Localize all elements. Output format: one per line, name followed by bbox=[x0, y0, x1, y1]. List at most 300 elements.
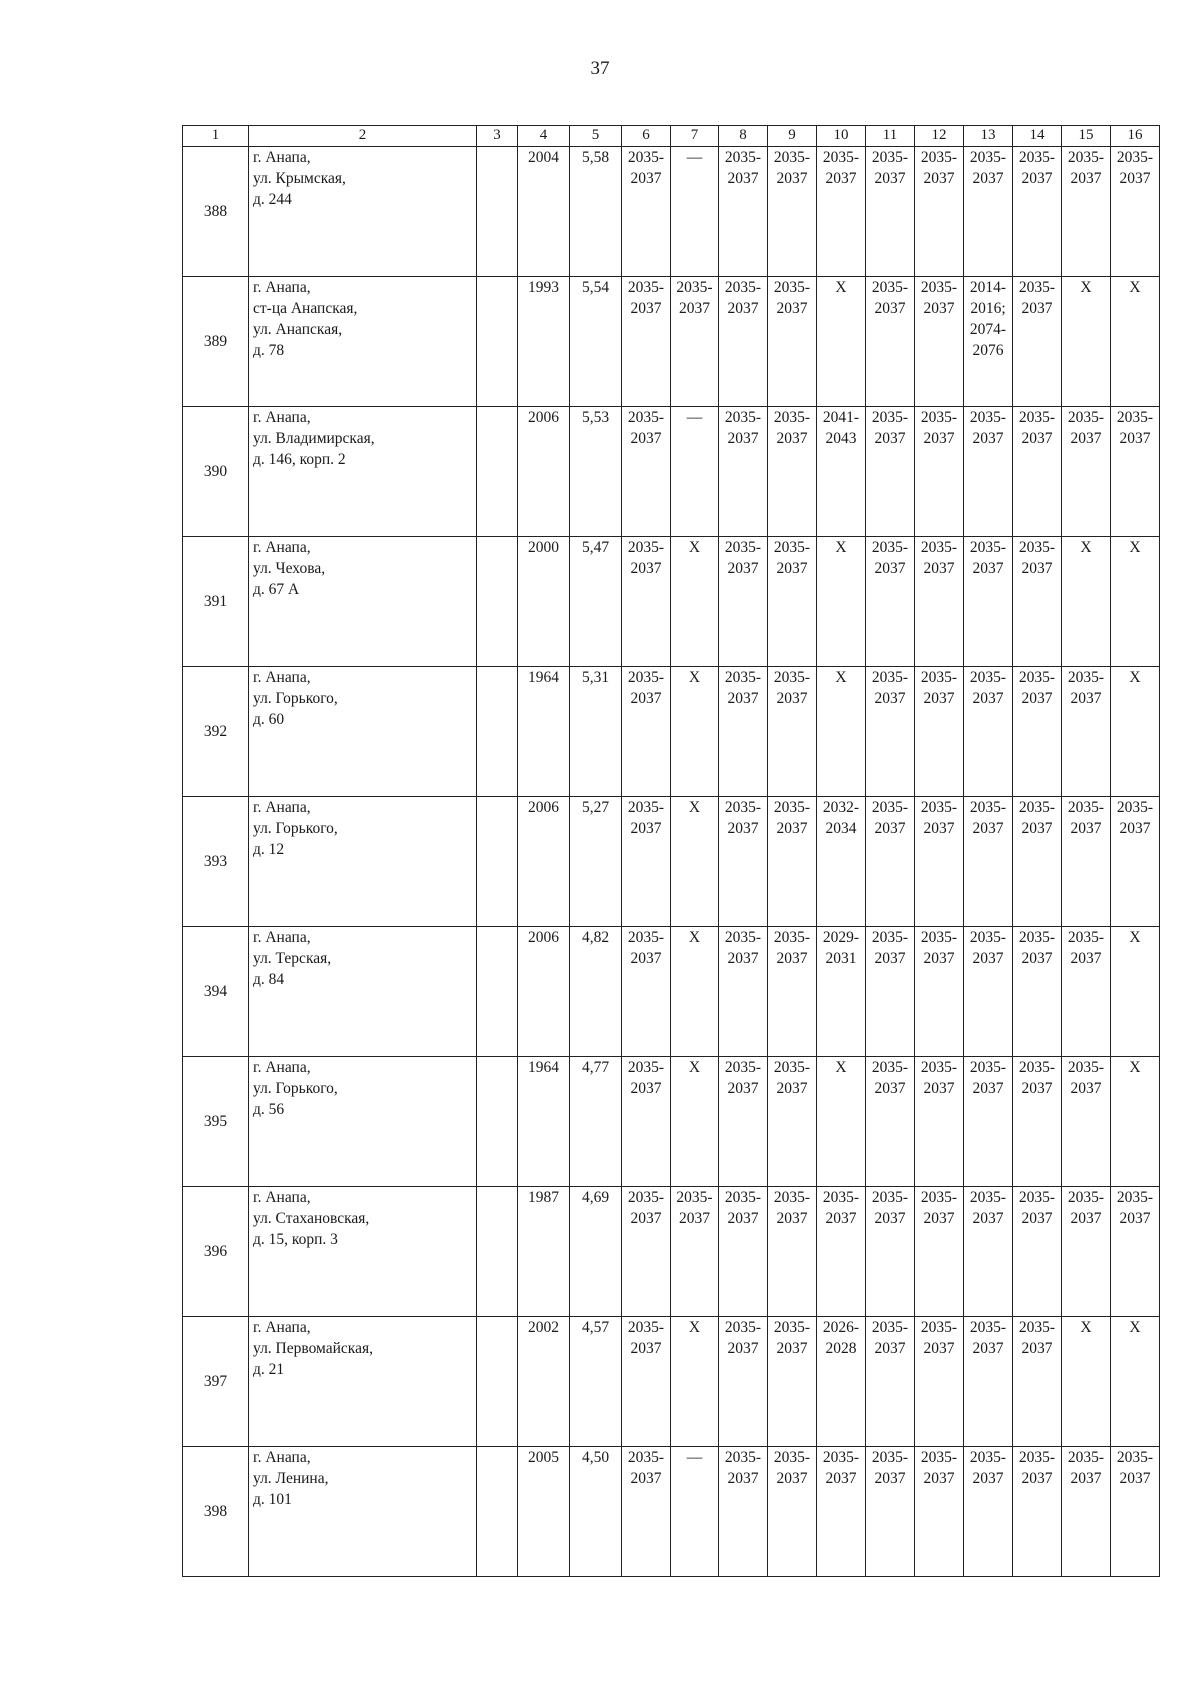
period-line: 2037 bbox=[630, 1340, 662, 1357]
period-line: Х bbox=[835, 539, 847, 556]
period-line: 2037 bbox=[825, 170, 857, 187]
period-cell bbox=[915, 407, 964, 537]
cell-c3 bbox=[477, 1057, 518, 1187]
address-line: д. 12 bbox=[253, 841, 285, 858]
table-row bbox=[183, 927, 1160, 1057]
period-cell bbox=[622, 927, 671, 1057]
address-cell bbox=[249, 1317, 477, 1447]
period-cell bbox=[1062, 1317, 1111, 1447]
address-line: ул. Горького, bbox=[253, 690, 338, 707]
period-line: 2037 bbox=[679, 1210, 710, 1227]
period-line: 2037 bbox=[923, 1340, 955, 1357]
period-line: Х bbox=[1129, 1059, 1141, 1076]
period-cell bbox=[1062, 537, 1111, 667]
period-line: 2035- bbox=[871, 1189, 909, 1206]
period-line: 2035- bbox=[627, 1059, 665, 1076]
period-line: 2035- bbox=[1018, 1059, 1056, 1076]
period-line: 2037 bbox=[1021, 820, 1053, 837]
cell-c4: 2006 bbox=[518, 407, 570, 537]
period-line: 2035- bbox=[871, 1319, 909, 1336]
period-line: 2035- bbox=[871, 669, 909, 686]
period-cell bbox=[719, 537, 768, 667]
period-line: 2035- bbox=[1018, 539, 1056, 556]
column-header: 10 bbox=[817, 126, 866, 147]
address-line: ул. Стахановская, bbox=[253, 1210, 370, 1227]
cell-c5: 4,57 bbox=[570, 1317, 622, 1447]
period-line: 2037 bbox=[727, 820, 759, 837]
period-line: 2035- bbox=[627, 1449, 665, 1466]
period-line: 2037 bbox=[727, 1470, 759, 1487]
period-cell bbox=[671, 667, 719, 797]
period-line: 2037 bbox=[1119, 820, 1151, 837]
period-line: 2028 bbox=[825, 1340, 857, 1357]
period-line: 2035- bbox=[871, 539, 909, 556]
period-line: 2035- bbox=[724, 799, 762, 816]
period-cell bbox=[1062, 927, 1111, 1057]
period-line: 2035- bbox=[724, 1189, 762, 1206]
period-line: 2035- bbox=[724, 1319, 762, 1336]
period-line: 2041- bbox=[822, 409, 860, 426]
period-line: 2035- bbox=[1018, 799, 1056, 816]
period-line: 2037 bbox=[1021, 1340, 1053, 1357]
period-cell bbox=[817, 1187, 866, 1317]
period-cell bbox=[1111, 537, 1160, 667]
period-line: 2035- bbox=[871, 149, 909, 166]
period-cell bbox=[719, 277, 768, 407]
period-line: 2074- bbox=[969, 321, 1007, 338]
period-line: 2037 bbox=[972, 560, 1004, 577]
period-line: 2035- bbox=[1067, 409, 1105, 426]
period-line: — bbox=[686, 149, 703, 166]
period-line: 2037 bbox=[630, 690, 662, 707]
address-line: д. 21 bbox=[253, 1361, 285, 1378]
period-line: 2037 bbox=[1021, 950, 1053, 967]
period-cell bbox=[915, 1057, 964, 1187]
cell-c4: 2004 bbox=[518, 147, 570, 277]
period-line: 2037 bbox=[923, 690, 955, 707]
cell-c5: 5,47 bbox=[570, 537, 622, 667]
table-row bbox=[183, 1447, 1160, 1577]
period-line: 2035- bbox=[627, 799, 665, 816]
period-line: 2037 bbox=[923, 170, 955, 187]
address-cell bbox=[249, 277, 477, 407]
period-line: Х bbox=[835, 669, 847, 686]
address-line: д. 78 bbox=[253, 342, 285, 359]
period-line: 2035- bbox=[773, 1449, 811, 1466]
period-line: 2035- bbox=[1116, 149, 1154, 166]
period-line: 2037 bbox=[1021, 560, 1053, 577]
cell-c5: 5,27 bbox=[570, 797, 622, 927]
period-cell bbox=[768, 277, 817, 407]
period-cell bbox=[1111, 277, 1160, 407]
period-cell bbox=[1062, 797, 1111, 927]
period-cell bbox=[768, 797, 817, 927]
period-line: 2035- bbox=[773, 1319, 811, 1336]
cell-c4: 2002 bbox=[518, 1317, 570, 1447]
period-cell bbox=[671, 407, 719, 537]
period-line: 2016; bbox=[970, 300, 1006, 317]
period-cell bbox=[817, 927, 866, 1057]
cell-c3 bbox=[477, 147, 518, 277]
period-cell bbox=[622, 797, 671, 927]
address-line: д. 101 bbox=[253, 1491, 292, 1508]
row-number: 392 bbox=[183, 667, 249, 797]
period-line: 2035- bbox=[822, 149, 860, 166]
period-line: 2037 bbox=[1070, 690, 1102, 707]
period-line: 2037 bbox=[972, 430, 1004, 447]
period-line: 2037 bbox=[1021, 430, 1053, 447]
period-line: 2035- bbox=[1018, 409, 1056, 426]
period-line: 2035- bbox=[724, 1059, 762, 1076]
period-line: 2037 bbox=[972, 690, 1004, 707]
row-number: 388 bbox=[183, 147, 249, 277]
row-number: 397 bbox=[183, 1317, 249, 1447]
period-line: 2037 bbox=[630, 560, 662, 577]
address-cell bbox=[249, 1057, 477, 1187]
period-line: 2035- bbox=[1067, 799, 1105, 816]
cell-c5: 4,82 bbox=[570, 927, 622, 1057]
period-line: 2035- bbox=[969, 1319, 1007, 1336]
period-line: 2014- bbox=[969, 279, 1007, 296]
period-line: 2035- bbox=[871, 279, 909, 296]
period-line: Х bbox=[1129, 1319, 1141, 1336]
cell-c4: 1993 bbox=[518, 277, 570, 407]
period-cell bbox=[964, 797, 1013, 927]
period-line: 2037 bbox=[776, 690, 808, 707]
cell-c5: 5,58 bbox=[570, 147, 622, 277]
table-row bbox=[183, 667, 1160, 797]
table-row bbox=[183, 1317, 1160, 1447]
period-line: 2035- bbox=[871, 929, 909, 946]
period-line: 2031 bbox=[825, 950, 857, 967]
period-cell bbox=[622, 1317, 671, 1447]
period-line: 2037 bbox=[630, 430, 662, 447]
period-cell bbox=[768, 1447, 817, 1577]
period-line: 2037 bbox=[630, 820, 662, 837]
table-body bbox=[183, 147, 1160, 1577]
period-line: 2037 bbox=[1070, 950, 1102, 967]
period-cell bbox=[768, 537, 817, 667]
period-line: 2037 bbox=[776, 1470, 808, 1487]
period-cell bbox=[817, 277, 866, 407]
period-line: 2035- bbox=[920, 929, 958, 946]
address-line: ул. Анапская, bbox=[253, 321, 343, 338]
period-line: 2035- bbox=[724, 409, 762, 426]
period-line: 2037 bbox=[1119, 170, 1151, 187]
period-line: 2035- bbox=[676, 279, 713, 296]
column-header: 5 bbox=[570, 126, 622, 147]
address-cell bbox=[249, 927, 477, 1057]
period-line: 2035- bbox=[1116, 409, 1154, 426]
address-cell bbox=[249, 537, 477, 667]
period-line: Х bbox=[688, 799, 701, 816]
period-cell bbox=[671, 1447, 719, 1577]
period-line: 2037 bbox=[972, 1340, 1004, 1357]
period-cell bbox=[915, 537, 964, 667]
period-cell bbox=[622, 1057, 671, 1187]
address-line: д. 60 bbox=[253, 711, 285, 728]
period-cell bbox=[719, 1057, 768, 1187]
row-number: 395 bbox=[183, 1057, 249, 1187]
address-line: ст-ца Анапская, bbox=[253, 300, 358, 317]
period-cell bbox=[915, 147, 964, 277]
period-line: 2037 bbox=[1070, 1210, 1102, 1227]
period-line: 2037 bbox=[727, 690, 759, 707]
period-line: 2035- bbox=[969, 539, 1007, 556]
period-cell bbox=[671, 927, 719, 1057]
period-line: — bbox=[686, 409, 703, 426]
period-line: 2035- bbox=[920, 1449, 958, 1466]
address-line: д. 56 bbox=[253, 1101, 285, 1118]
period-line: Х bbox=[688, 669, 701, 686]
cell-c4: 2006 bbox=[518, 927, 570, 1057]
period-cell bbox=[964, 1447, 1013, 1577]
period-line: 2037 bbox=[727, 430, 759, 447]
column-header: 6 bbox=[622, 126, 671, 147]
period-line: 2037 bbox=[727, 300, 759, 317]
period-cell bbox=[866, 927, 915, 1057]
period-line: Х bbox=[688, 1059, 701, 1076]
column-header: 16 bbox=[1111, 126, 1160, 147]
period-line: 2035- bbox=[627, 929, 665, 946]
period-cell bbox=[1013, 1187, 1062, 1317]
period-line: 2037 bbox=[1021, 690, 1053, 707]
address-line: г. Анапа, bbox=[253, 799, 311, 816]
cell-c4: 2000 bbox=[518, 537, 570, 667]
period-line: 2037 bbox=[776, 1340, 808, 1357]
period-line: 2037 bbox=[1070, 1080, 1102, 1097]
period-line: 2035- bbox=[724, 1449, 762, 1466]
column-header: 8 bbox=[719, 126, 768, 147]
address-line: ул. Владимирская, bbox=[253, 430, 375, 447]
period-line: 2037 bbox=[776, 560, 808, 577]
period-line: 2037 bbox=[874, 1340, 906, 1357]
period-cell bbox=[622, 407, 671, 537]
period-cell bbox=[719, 797, 768, 927]
period-line: 2035- bbox=[1067, 1189, 1105, 1206]
column-header: 9 bbox=[768, 126, 817, 147]
period-line: Х bbox=[1080, 1319, 1092, 1336]
period-line: 2035- bbox=[871, 409, 909, 426]
period-cell bbox=[1111, 1187, 1160, 1317]
period-cell bbox=[1062, 1057, 1111, 1187]
period-line: 2035- bbox=[920, 669, 958, 686]
period-cell bbox=[964, 537, 1013, 667]
period-line: 2037 bbox=[923, 1210, 955, 1227]
row-number: 398 bbox=[183, 1447, 249, 1577]
period-cell bbox=[866, 147, 915, 277]
period-line: 2035- bbox=[1067, 1449, 1105, 1466]
period-cell bbox=[622, 537, 671, 667]
address-line: г. Анапа, bbox=[253, 929, 311, 946]
period-line: 2035- bbox=[627, 539, 665, 556]
address-line: д. 146, корп. 2 bbox=[253, 451, 346, 468]
period-line: 2037 bbox=[874, 560, 906, 577]
period-line: 2037 bbox=[630, 170, 662, 187]
period-cell bbox=[1111, 667, 1160, 797]
period-cell bbox=[622, 1447, 671, 1577]
period-cell bbox=[866, 277, 915, 407]
period-line: 2035- bbox=[969, 799, 1007, 816]
table-row bbox=[183, 1187, 1160, 1317]
period-line: 2035- bbox=[627, 409, 665, 426]
period-cell bbox=[1062, 407, 1111, 537]
cell-c3 bbox=[477, 407, 518, 537]
period-line: 2037 bbox=[776, 170, 808, 187]
period-cell bbox=[817, 147, 866, 277]
period-line: 2037 bbox=[630, 300, 662, 317]
period-line: 2035- bbox=[871, 1449, 909, 1466]
period-line: 2037 bbox=[874, 430, 906, 447]
period-cell bbox=[622, 1187, 671, 1317]
address-line: ул. Крымская, bbox=[253, 170, 346, 187]
period-line: 2035- bbox=[969, 1449, 1007, 1466]
period-line: Х bbox=[688, 1319, 701, 1336]
period-line: 2037 bbox=[972, 1080, 1004, 1097]
period-line: 2035- bbox=[1018, 1449, 1056, 1466]
cell-c4: 2006 bbox=[518, 797, 570, 927]
address-cell bbox=[249, 1187, 477, 1317]
period-line: 2037 bbox=[923, 950, 955, 967]
period-line: 2035- bbox=[1018, 669, 1056, 686]
period-cell bbox=[866, 1187, 915, 1317]
period-line: 2037 bbox=[874, 1210, 906, 1227]
period-cell bbox=[1013, 1447, 1062, 1577]
period-line: Х bbox=[688, 929, 701, 946]
cell-c5: 4,50 bbox=[570, 1447, 622, 1577]
period-line: 2035- bbox=[724, 149, 762, 166]
period-cell bbox=[719, 147, 768, 277]
period-line: 2037 bbox=[776, 430, 808, 447]
table-header bbox=[183, 126, 1160, 147]
period-line: 2035- bbox=[920, 1059, 958, 1076]
period-line: 2034 bbox=[825, 820, 857, 837]
cell-c4: 1987 bbox=[518, 1187, 570, 1317]
period-cell bbox=[768, 407, 817, 537]
cell-c3 bbox=[477, 797, 518, 927]
period-line: 2035- bbox=[627, 149, 665, 166]
period-line: 2035- bbox=[1116, 1449, 1154, 1466]
period-cell bbox=[768, 1057, 817, 1187]
period-cell bbox=[1111, 1317, 1160, 1447]
period-line: 2035- bbox=[920, 409, 958, 426]
period-line: 2037 bbox=[874, 820, 906, 837]
period-cell bbox=[866, 1447, 915, 1577]
period-cell bbox=[768, 1187, 817, 1317]
period-cell bbox=[915, 1187, 964, 1317]
period-line: 2037 bbox=[1021, 1080, 1053, 1097]
address-line: ул. Первомайская, bbox=[253, 1340, 373, 1357]
period-line: 2037 bbox=[630, 1210, 662, 1227]
address-line: д. 15, корп. 3 bbox=[253, 1231, 338, 1248]
address-line: г. Анапа, bbox=[253, 1449, 311, 1466]
period-line: 2035- bbox=[969, 929, 1007, 946]
address-line: ул. Терская, bbox=[253, 950, 332, 967]
column-header: 3 bbox=[477, 126, 518, 147]
period-cell bbox=[768, 667, 817, 797]
address-line: г. Анапа, bbox=[253, 1319, 311, 1336]
period-line: 2035- bbox=[969, 1189, 1007, 1206]
period-line: 2037 bbox=[727, 170, 759, 187]
period-cell bbox=[1111, 1057, 1160, 1187]
period-line: 2037 bbox=[923, 1080, 955, 1097]
row-number: 393 bbox=[183, 797, 249, 927]
period-line: 2037 bbox=[874, 1080, 906, 1097]
address-line: г. Анапа, bbox=[253, 669, 311, 686]
period-line: 2035- bbox=[871, 1059, 909, 1076]
period-line: 2035- bbox=[773, 539, 811, 556]
period-line: 2037 bbox=[630, 1470, 662, 1487]
period-cell bbox=[671, 537, 719, 667]
period-cell bbox=[915, 667, 964, 797]
cell-c4: 1964 bbox=[518, 1057, 570, 1187]
period-line: 2037 bbox=[1119, 430, 1151, 447]
period-line: 2037 bbox=[727, 1210, 759, 1227]
period-line: 2037 bbox=[923, 300, 955, 317]
period-line: 2035- bbox=[920, 539, 958, 556]
period-line: 2037 bbox=[972, 820, 1004, 837]
address-cell bbox=[249, 147, 477, 277]
period-cell bbox=[1013, 927, 1062, 1057]
period-line: 2037 bbox=[776, 300, 808, 317]
period-line: 2043 bbox=[825, 430, 857, 447]
period-cell bbox=[1111, 407, 1160, 537]
period-line: 2035- bbox=[1018, 1319, 1056, 1336]
period-line: 2037 bbox=[825, 1210, 857, 1227]
period-cell bbox=[768, 1317, 817, 1447]
table-row bbox=[183, 407, 1160, 537]
period-cell bbox=[964, 927, 1013, 1057]
table-row bbox=[183, 797, 1160, 927]
period-cell bbox=[671, 277, 719, 407]
address-line: г. Анапа, bbox=[253, 539, 311, 556]
period-line: 2037 bbox=[776, 820, 808, 837]
cell-c3 bbox=[477, 1447, 518, 1577]
period-line: 2037 bbox=[972, 1210, 1004, 1227]
period-line: 2026- bbox=[822, 1319, 860, 1336]
period-cell bbox=[768, 927, 817, 1057]
column-header: 12 bbox=[915, 126, 964, 147]
period-line: 2035- bbox=[627, 279, 665, 296]
period-line: 2037 bbox=[1119, 1470, 1151, 1487]
period-cell bbox=[671, 1057, 719, 1187]
period-line: 2035- bbox=[1067, 149, 1105, 166]
period-cell bbox=[1062, 147, 1111, 277]
period-line: 2037 bbox=[727, 1080, 759, 1097]
address-line: г. Анапа, bbox=[253, 1059, 311, 1076]
table-row bbox=[183, 277, 1160, 407]
address-line: ул. Ленина, bbox=[253, 1470, 329, 1487]
cell-c3 bbox=[477, 1187, 518, 1317]
period-cell bbox=[817, 407, 866, 537]
period-cell bbox=[1062, 667, 1111, 797]
period-cell bbox=[1013, 147, 1062, 277]
period-line: 2037 bbox=[1070, 820, 1102, 837]
period-line: 2035- bbox=[724, 669, 762, 686]
period-line: Х bbox=[1129, 929, 1141, 946]
period-line: Х bbox=[1080, 539, 1092, 556]
period-line: 2037 bbox=[679, 300, 710, 317]
period-line: 2035- bbox=[773, 1189, 811, 1206]
period-line: 2037 bbox=[972, 1470, 1004, 1487]
period-line: 2035- bbox=[1018, 279, 1056, 296]
period-cell bbox=[671, 1187, 719, 1317]
period-line: 2035- bbox=[773, 669, 811, 686]
period-cell bbox=[1111, 797, 1160, 927]
column-header: 4 bbox=[518, 126, 570, 147]
period-line: 2035- bbox=[1018, 1189, 1056, 1206]
period-cell bbox=[1111, 1447, 1160, 1577]
